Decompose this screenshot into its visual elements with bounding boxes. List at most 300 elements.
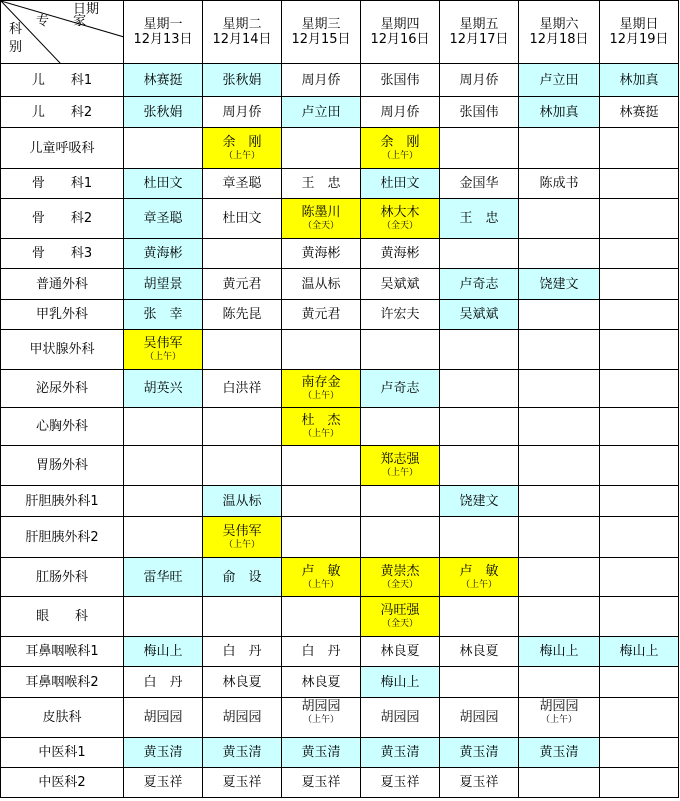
doctor-cell (361, 64, 440, 97)
doctor-cell (600, 667, 679, 698)
doctor-cell (203, 408, 282, 446)
doctor-cell (440, 330, 519, 370)
doctor-cell (600, 97, 679, 128)
department-cell: 普通外科 (1, 269, 124, 300)
department-cell: 泌尿外科 (1, 370, 124, 408)
department-cell: 耳鼻咽喉科1 (1, 637, 124, 667)
doctor-cell (124, 667, 203, 698)
doctor-cell (600, 370, 679, 408)
doctor-name: 雷华旺 (143, 569, 183, 585)
table-row (1, 597, 679, 637)
doctor-name: 黄玉清 (222, 745, 262, 760)
doctor-cell (440, 486, 519, 517)
doctor-cell (440, 698, 519, 738)
doctor-cell (519, 698, 600, 738)
doctor-cell (282, 408, 361, 446)
session-note: （全天） (381, 579, 418, 590)
doctor-cell (440, 558, 519, 597)
doctor-cell (282, 597, 361, 637)
doctor-cell (440, 768, 519, 798)
table-row (1, 446, 679, 486)
doctor-cell (203, 517, 282, 558)
doctor-name: 胡望景 (143, 276, 183, 292)
doctor-cell (600, 169, 679, 199)
doctor-cell (600, 446, 679, 486)
doctor-name: 梅山上 (380, 674, 420, 690)
doctor-name: 胡园园 (301, 699, 341, 714)
doctor-cell (124, 300, 203, 330)
doctor-cell (519, 128, 600, 169)
session-note: （上午） (381, 468, 418, 478)
doctor-cell (203, 597, 282, 637)
doctor-name: 胡园园 (143, 710, 183, 725)
doctor-name: 黄玉清 (143, 745, 183, 760)
doctor-cell (361, 446, 440, 486)
doctor-cell (519, 199, 600, 239)
doctor-cell (440, 738, 519, 768)
day-header (519, 1, 600, 64)
doctor-cell (440, 239, 519, 269)
doctor-cell (282, 269, 361, 300)
table-row (1, 64, 679, 97)
doctor-cell (600, 269, 679, 300)
doctor-cell (124, 128, 203, 169)
doctor-name: 温从标 (222, 493, 262, 509)
doctor-name: 黄元君 (222, 276, 262, 292)
day-date: 12月17日 (449, 32, 509, 47)
doctor-cell (282, 486, 361, 517)
doctor-cell (600, 698, 679, 738)
doctor-name: 梅山上 (539, 644, 579, 659)
doctor-cell (282, 199, 361, 239)
session-note: （全天） (381, 221, 418, 231)
doctor-name: 余 刚 (222, 134, 262, 150)
table-row (1, 128, 679, 169)
doctor-cell (600, 330, 679, 370)
doctor-cell (440, 64, 519, 97)
doctor-cell (440, 97, 519, 128)
doctor-cell (519, 738, 600, 768)
doctor-cell (519, 667, 600, 698)
doctor-cell (600, 300, 679, 330)
doctor-cell (124, 637, 203, 667)
doctor-name: 林良夏 (459, 644, 499, 659)
doctor-name: 张 幸 (143, 307, 183, 322)
table-row (1, 637, 679, 667)
doctor-name: 温从标 (301, 276, 341, 292)
day-header (282, 1, 361, 64)
doctor-cell (519, 97, 600, 128)
doctor-name: 林大木 (380, 205, 420, 220)
doctor-cell (203, 128, 282, 169)
doctor-cell (519, 408, 600, 446)
table-row (1, 300, 679, 330)
doctor-name: 卢奇志 (380, 381, 420, 396)
department-cell: 儿童呼吸科 (1, 128, 124, 169)
department-cell: 心胸外科 (1, 408, 124, 446)
doctor-cell (282, 239, 361, 269)
table-row (1, 408, 679, 446)
doctor-cell (519, 64, 600, 97)
doctor-cell (361, 128, 440, 169)
doctor-cell (600, 408, 679, 446)
doctor-cell (600, 597, 679, 637)
day-date: 12月16日 (370, 32, 430, 47)
doctor-cell (282, 169, 361, 199)
doctor-cell (282, 667, 361, 698)
doctor-cell (519, 768, 600, 798)
session-note: （上午） (302, 579, 339, 590)
doctor-cell (282, 370, 361, 408)
doctor-name: 林良夏 (380, 644, 420, 659)
department-cell: 中医科2 (1, 768, 124, 798)
table-row (1, 97, 679, 128)
doctor-cell (203, 239, 282, 269)
doctor-cell (203, 300, 282, 330)
day-date: 12月13日 (133, 32, 193, 47)
corner-dept-label-top: 科 (9, 22, 23, 37)
table-row (1, 239, 679, 269)
doctor-cell (203, 667, 282, 698)
department-cell: 中医科1 (1, 738, 124, 768)
doctor-cell (600, 128, 679, 169)
doctor-name: 章圣聪 (143, 211, 183, 226)
department-cell: 耳鼻咽喉科2 (1, 667, 124, 698)
doctor-name: 王 忠 (301, 176, 341, 191)
doctor-name: 余 刚 (380, 134, 420, 150)
table-row (1, 486, 679, 517)
session-note: （全天） (302, 221, 339, 231)
doctor-cell (600, 517, 679, 558)
day-name: 星期六 (539, 17, 579, 32)
doctor-name: 黄玉清 (380, 745, 420, 760)
doctor-cell (519, 517, 600, 558)
doctor-cell (282, 330, 361, 370)
doctor-name: 吴伟军 (222, 523, 262, 539)
doctor-cell (203, 169, 282, 199)
doctor-cell (440, 517, 519, 558)
doctor-cell (519, 446, 600, 486)
department-cell: 皮肤科 (1, 698, 124, 738)
session-note: （上午） (223, 539, 260, 550)
doctor-name: 黄玉清 (539, 745, 579, 760)
doctor-cell (203, 97, 282, 128)
doctor-name: 许宏夫 (380, 307, 420, 322)
doctor-cell (124, 558, 203, 597)
department-cell: 甲状腺外科 (1, 330, 124, 370)
doctor-cell (519, 486, 600, 517)
session-note: （上午） (381, 150, 418, 161)
doctor-cell (203, 199, 282, 239)
doctor-cell (361, 698, 440, 738)
session-note: （上午） (302, 429, 339, 439)
doctor-name: 胡园园 (222, 710, 262, 725)
doctor-cell (440, 370, 519, 408)
doctor-cell (361, 169, 440, 199)
doctor-cell (124, 330, 203, 370)
doctor-name: 吴斌斌 (459, 307, 499, 322)
doctor-name: 胡园园 (459, 710, 499, 725)
doctor-name: 张秋娟 (222, 72, 262, 88)
doctor-name: 杜 杰 (301, 413, 341, 428)
doctor-cell (361, 199, 440, 239)
doctor-cell (361, 738, 440, 768)
department-cell: 肛肠外科 (1, 558, 124, 597)
doctor-cell (361, 517, 440, 558)
doctor-name: 黄海彬 (301, 246, 341, 261)
doctor-cell (124, 269, 203, 300)
doctor-cell (282, 698, 361, 738)
doctor-name: 黄玉清 (301, 745, 341, 760)
doctor-name: 白洪祥 (222, 381, 262, 396)
session-note: （全天） (381, 619, 418, 629)
doctor-cell (282, 768, 361, 798)
table-row (1, 558, 679, 597)
day-date: 12月14日 (212, 32, 272, 47)
doctor-cell (440, 408, 519, 446)
doctor-name: 杜田文 (380, 176, 420, 191)
day-name: 星期五 (459, 17, 499, 32)
doctor-name: 夏玉祥 (380, 775, 420, 790)
doctor-cell (600, 558, 679, 597)
doctor-cell (519, 330, 600, 370)
doctor-cell (600, 199, 679, 239)
doctor-cell (361, 558, 440, 597)
department-cell: 儿 科2 (1, 97, 124, 128)
doctor-cell (600, 486, 679, 517)
day-date: 12月19日 (609, 32, 669, 47)
doctor-name: 梅山上 (619, 644, 659, 659)
doctor-cell (124, 64, 203, 97)
session-note: （上午） (144, 352, 181, 362)
doctor-cell (440, 446, 519, 486)
doctor-cell (361, 269, 440, 300)
doctor-cell (600, 637, 679, 667)
doctor-cell (361, 597, 440, 637)
doctor-name: 林赛挺 (143, 72, 183, 88)
session-note: （上午） (540, 715, 577, 725)
doctor-name: 张国伟 (380, 72, 420, 88)
doctor-name: 陈墨川 (301, 205, 341, 220)
department-cell: 骨 科3 (1, 239, 124, 269)
corner-date-label: 日期 (73, 2, 100, 17)
doctor-cell (600, 239, 679, 269)
doctor-name: 周月侨 (222, 104, 262, 120)
doctor-cell (519, 269, 600, 300)
doctor-cell (282, 64, 361, 97)
doctor-cell (282, 128, 361, 169)
doctor-name: 俞 设 (222, 569, 262, 585)
doctor-name: 黄玉清 (459, 745, 499, 760)
department-cell: 甲乳外科 (1, 300, 124, 330)
day-name: 星期日 (619, 17, 659, 32)
table-row (1, 517, 679, 558)
doctor-name: 林加真 (539, 104, 579, 120)
doctor-cell (203, 446, 282, 486)
doctor-cell (361, 667, 440, 698)
doctor-cell (440, 199, 519, 239)
doctor-cell (124, 408, 203, 446)
doctor-name: 黄海彬 (380, 246, 420, 261)
session-note: （上午） (302, 391, 339, 401)
doctor-cell (440, 169, 519, 199)
table-row (1, 199, 679, 239)
doctor-cell (124, 517, 203, 558)
doctor-cell (282, 738, 361, 768)
table-row (1, 667, 679, 698)
doctor-name: 卢奇志 (459, 276, 499, 292)
doctor-cell (203, 330, 282, 370)
department-cell: 骨 科1 (1, 169, 124, 199)
doctor-cell (124, 597, 203, 637)
day-name: 星期四 (380, 17, 420, 32)
doctor-cell (124, 169, 203, 199)
department-cell: 骨 科2 (1, 199, 124, 239)
doctor-cell (124, 239, 203, 269)
doctor-name: 胡英兴 (143, 381, 183, 396)
doctor-cell (282, 97, 361, 128)
table-row (1, 768, 679, 798)
day-header (124, 1, 203, 64)
doctor-cell (203, 558, 282, 597)
doctor-cell (440, 128, 519, 169)
doctor-cell (282, 517, 361, 558)
department-cell: 眼 科 (1, 597, 124, 637)
doctor-cell (519, 558, 600, 597)
day-header (440, 1, 519, 64)
department-cell: 肝胆胰外科1 (1, 486, 124, 517)
day-date: 12月18日 (529, 32, 589, 47)
doctor-cell (600, 768, 679, 798)
doctor-name: 林加真 (619, 72, 659, 88)
doctor-name: 梅山上 (143, 644, 183, 659)
doctor-name: 林良夏 (301, 674, 341, 690)
day-date: 12月15日 (291, 32, 351, 47)
doctor-name: 夏玉祥 (222, 775, 262, 790)
doctor-name: 周月侨 (459, 72, 499, 88)
doctor-cell (282, 300, 361, 330)
doctor-cell (203, 637, 282, 667)
doctor-name: 卢 敏 (301, 563, 341, 579)
doctor-cell (203, 269, 282, 300)
doctor-cell (519, 637, 600, 667)
doctor-cell (519, 169, 600, 199)
doctor-name: 胡园园 (539, 699, 579, 714)
doctor-name: 周月侨 (380, 104, 420, 120)
doctor-cell (361, 97, 440, 128)
doctor-cell (361, 768, 440, 798)
doctor-cell (519, 239, 600, 269)
doctor-cell (203, 738, 282, 768)
doctor-cell (361, 637, 440, 667)
day-name: 星期一 (143, 17, 183, 32)
doctor-cell (282, 446, 361, 486)
day-header (600, 1, 679, 64)
doctor-cell (440, 597, 519, 637)
session-note: （上午） (302, 715, 339, 725)
day-name: 星期二 (222, 17, 262, 32)
doctor-name: 黄崇杰 (380, 563, 420, 579)
doctor-cell (203, 768, 282, 798)
doctor-name: 夏玉祥 (143, 775, 183, 790)
doctor-cell (282, 558, 361, 597)
schedule-body (1, 64, 679, 798)
doctor-name: 张秋娟 (143, 104, 183, 120)
day-header (203, 1, 282, 64)
day-header (361, 1, 440, 64)
doctor-cell (361, 239, 440, 269)
doctor-cell (361, 408, 440, 446)
doctor-cell (361, 370, 440, 408)
doctor-name: 卢立田 (301, 104, 341, 120)
table-row (1, 330, 679, 370)
doctor-name: 杜田文 (143, 176, 183, 191)
doctor-cell (203, 370, 282, 408)
table-row (1, 698, 679, 738)
doctor-cell (124, 768, 203, 798)
doctor-cell (600, 738, 679, 768)
doctor-name: 王 忠 (459, 211, 499, 226)
doctor-cell (440, 300, 519, 330)
doctor-cell (519, 370, 600, 408)
doctor-name: 白 丹 (143, 674, 183, 690)
doctor-cell (124, 97, 203, 128)
doctor-name: 饶建文 (459, 493, 499, 509)
doctor-name: 黄元君 (301, 307, 341, 322)
doctor-cell (124, 698, 203, 738)
doctor-cell (440, 637, 519, 667)
doctor-name: 白 丹 (301, 644, 341, 659)
doctor-cell (440, 667, 519, 698)
doctor-name: 冯旺强 (380, 603, 420, 618)
doctor-name: 陈成书 (539, 176, 579, 191)
doctor-name: 夏玉祥 (301, 775, 341, 790)
doctor-name: 白 丹 (222, 644, 262, 659)
department-cell: 肝胆胰外科2 (1, 517, 124, 558)
department-cell: 儿 科1 (1, 64, 124, 97)
doctor-cell (124, 446, 203, 486)
doctor-name: 吴斌斌 (380, 276, 420, 292)
doctor-cell (124, 370, 203, 408)
table-row (1, 269, 679, 300)
doctor-name: 周月侨 (301, 72, 341, 88)
doctor-name: 胡园园 (380, 710, 420, 725)
doctor-name: 南存金 (301, 375, 341, 390)
doctor-name: 林良夏 (222, 674, 262, 690)
doctor-name: 陈先昆 (222, 307, 262, 322)
day-name: 星期三 (301, 17, 341, 32)
doctor-cell (361, 300, 440, 330)
corner-cell (1, 1, 124, 64)
corner-expert-label: 专 家 (36, 14, 97, 29)
doctor-name: 卢立田 (539, 72, 579, 88)
doctor-name: 饶建文 (539, 276, 579, 292)
doctor-name: 郑志强 (380, 452, 420, 467)
doctor-cell (203, 698, 282, 738)
doctor-cell (519, 597, 600, 637)
doctor-name: 黄海彬 (143, 246, 183, 261)
doctor-cell (361, 330, 440, 370)
department-cell: 胃肠外科 (1, 446, 124, 486)
doctor-name: 夏玉祥 (459, 775, 499, 790)
doctor-name: 林赛挺 (619, 104, 659, 120)
doctor-name: 章圣聪 (222, 176, 262, 191)
doctor-cell (600, 64, 679, 97)
header-row (1, 1, 679, 64)
doctor-cell (203, 64, 282, 97)
table-row (1, 738, 679, 768)
doctor-cell (124, 738, 203, 768)
